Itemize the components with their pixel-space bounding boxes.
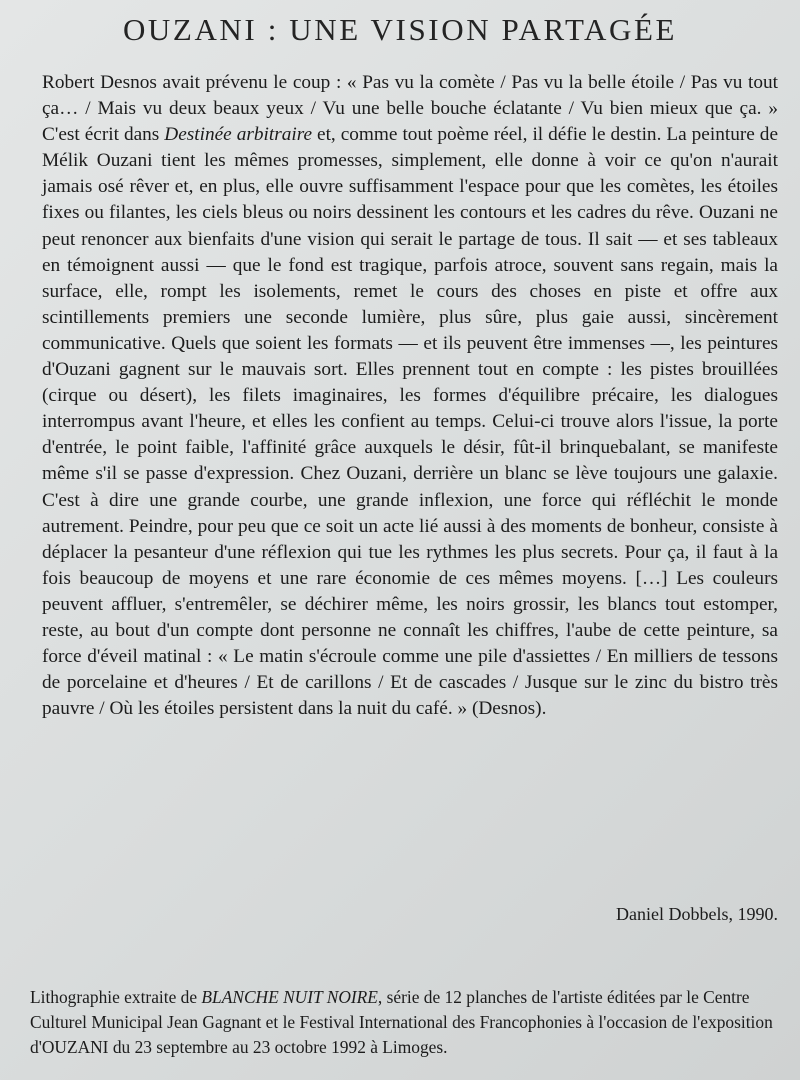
footer-prefix: Lithographie extraite de bbox=[30, 987, 202, 1007]
author-signature: Daniel Dobbels, 1990. bbox=[616, 904, 778, 924]
essay-italic-title: Destinée arbitraire bbox=[164, 124, 313, 146]
footer-suffix: , série de 12 planches de l'artiste éditées par le Centre Culturel Municipal Jean Gagnant et le Festival International des Francophonies à l'occasion de l'exposition d'OUZANI du 23 septembre au 23 octobre 1992 à Limoges. bbox=[30, 987, 773, 1057]
essay-text-part1: Robert Desnos avait prévenu le coup : « Pas vu la comète / Pas vu la belle étoile / Pas vu tout ça… / Mais vu deux beaux yeux / Vu une belle bouche éclatante / Vu bien mieux que ça. » C'est écrit dans bbox=[42, 72, 778, 146]
essay-paragraph bbox=[42, 70, 778, 722]
footer-caption bbox=[30, 985, 790, 1060]
page-title: OUZANI : UNE VISION PARTAGÉE bbox=[122, 12, 678, 47]
footer-italic-title: BLANCHE NUIT NOIRE bbox=[201, 987, 378, 1007]
essay-text-part2: et, comme tout poème réel, il défie le destin. La peinture de Mélik Ouzani tient les mêmes promesses, simplement, elle donne à voir ce qu'on n'aurait jamais osé rêver et, en plus, elle ouvre suffisamment l'espace pour que les comètes, les étoiles fixes ou filantes, les ciels bleus ou noirs dessinent les contours et les cadres du rêve. Ouzani ne peut renoncer aux bienfaits d'une vision qui serait le partage de tous. Il sait — et ses tableaux en témoignent aussi — que le fond est tragique, parfois atroce, souvent sans regain, mais la surface, elle, rompt les isolements, remet le cours des choses en piste et offre aux scintillements premiers une seconde lumière, plus sûre, plus gaie aussi, sincèrement communicative. Quels que soient les formats — et ils peuvent être immenses —, les peintures d'Ouzani gagnent sur le mauvais sort. Elles prennent tout en compte : les pistes brouillées (cirque ou désert), les filets imaginaires, les formes d'équilibre précaire, les dialogues interrompus avant l'heure, et elles les confient au temps. Celui-ci trouve alors l'issue, la porte d'entrée, le point faible, l'affinité grâce auxquels le désir, fût-il brinquebalant, se manifeste même s'il se passe d'expression. Chez Ouzani, derrière un blanc se lève toujours une galaxie. C'est à dire une grande courbe, une grande inflexion, une force qui réfléchit le monde autrement. Peindre, pour peu que ce soit un acte lié aussi à des moments de bonheur, consiste à déplacer la pesanteur d'une réflexion qui tue les rythmes les plus secrets. Pour ça, il faut à la fois beaucoup de moyens et une rare économie de ces mêmes moyens. […] Les couleurs peuvent affluer, s'entremêler, se déchirer même, les noirs grossir, les blancs tout estomper, reste, au bout d'un compte dont personne ne connaît les chiffres, l'aube de cette peinture, sa force d'éveil matinal : « Le matin s'écroule comme une pile d'assiettes / En milliers de tessons de porcelaine et d'heures / Et de carillons / Et de cascades / Jusque sur le zinc du bistro très pauvre / Où les étoiles persistent dans la nuit du café. » (Desnos). bbox=[42, 124, 779, 720]
